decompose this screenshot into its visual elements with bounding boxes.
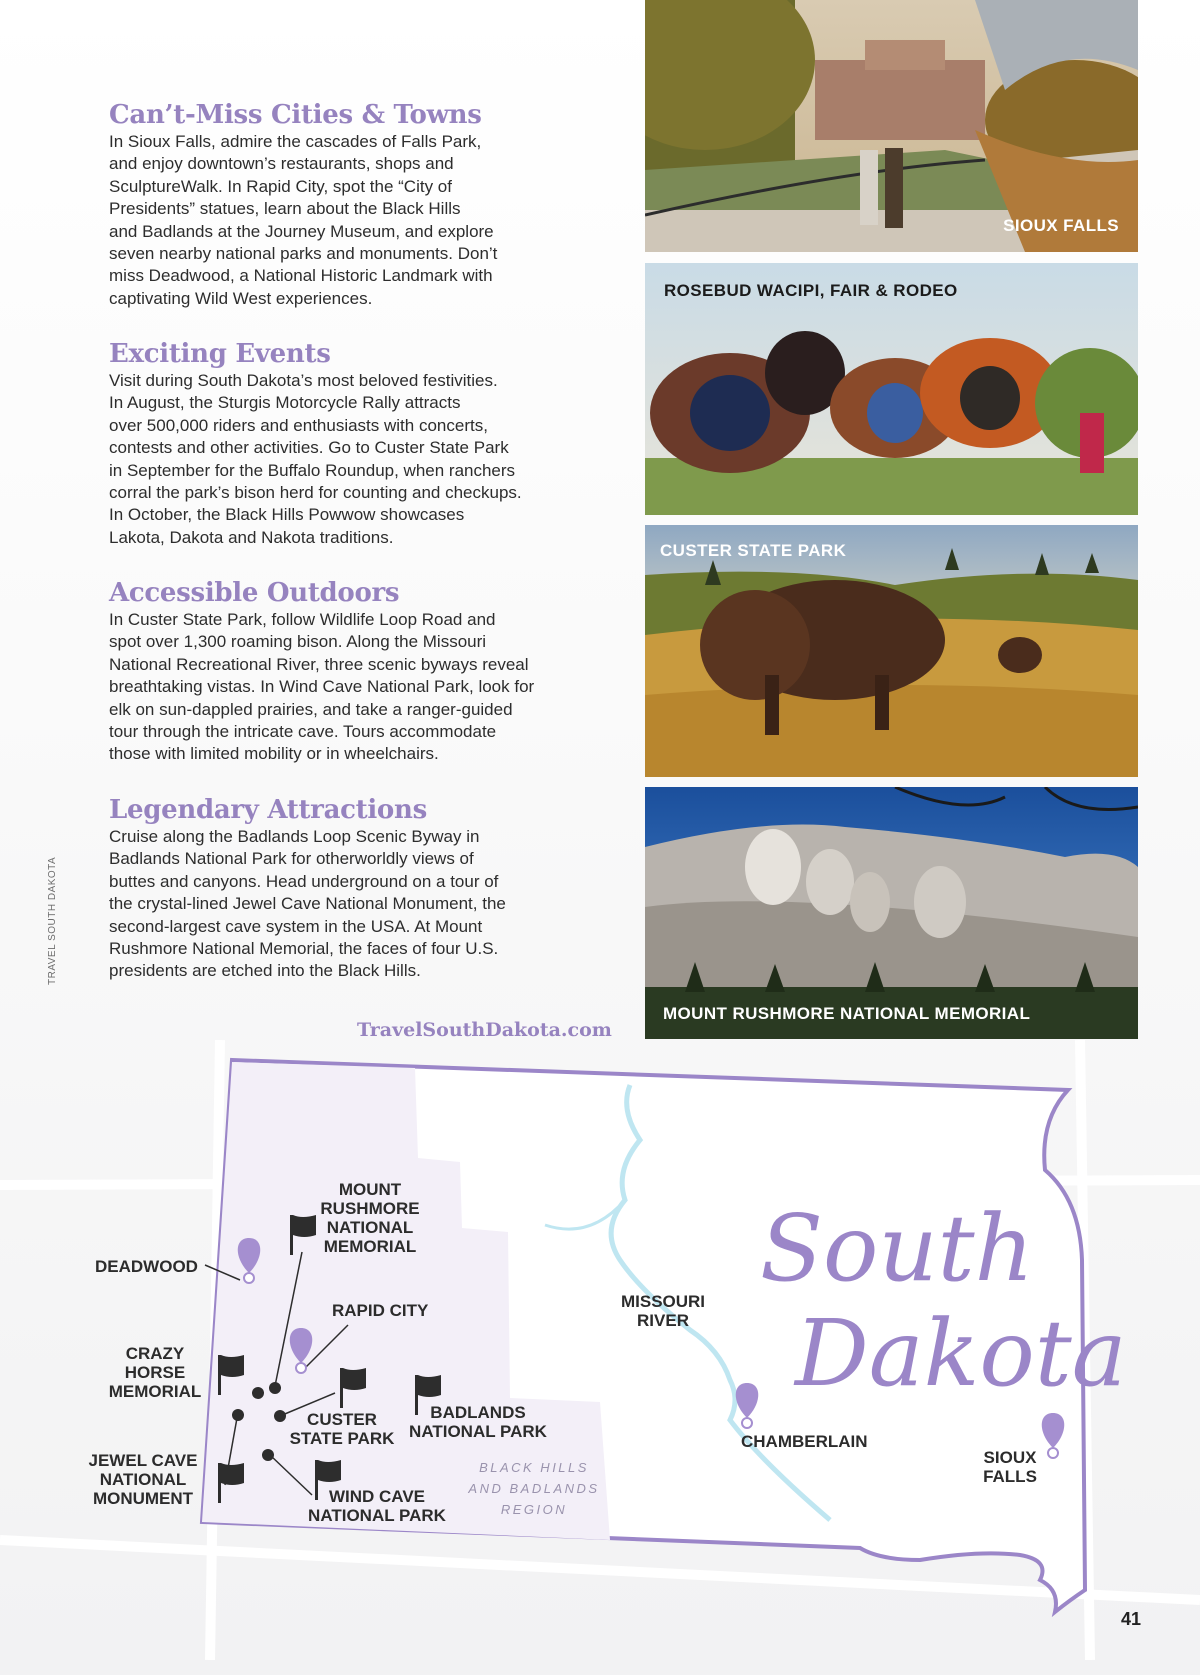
section-heading: Can’t-Miss Cities & Towns bbox=[109, 100, 482, 130]
photo-caption: CUSTER STATE PARK bbox=[660, 541, 847, 560]
south-dakota-map bbox=[0, 1040, 1200, 1660]
label-missouri-river: MISSOURI RIVER bbox=[620, 1292, 706, 1330]
section-events bbox=[109, 338, 569, 549]
photo-caption: SIOUX FALLS bbox=[1003, 216, 1119, 235]
section-cities bbox=[109, 99, 569, 310]
section-body: Cruise along the Badlands Loop Scenic Byway in Badlands National Park for otherworldly views of buttes and canyons. Head underground on a tour of the crystal-lined Jewel Cave National Monument, the second-largest cave system in the USA. At Mount Rushmore National Memorial, the faces of four U.S. presidents are etched into the Black Hills. bbox=[109, 827, 506, 981]
section-heading: Accessible Outdoors bbox=[109, 578, 400, 608]
label-deadwood: DEADWOOD bbox=[95, 1257, 198, 1276]
bison-photo-icon bbox=[645, 525, 1138, 777]
photo-rosebud bbox=[645, 263, 1138, 515]
website-link[interactable]: TravelSouthDakota.com bbox=[357, 1019, 612, 1041]
label-jewel-cave: JEWEL CAVE NATIONAL MONUMENT bbox=[88, 1451, 198, 1508]
section-body: In Sioux Falls, admire the cascades of Falls Park, and enjoy downtown’s restaurants, shops and SculptureWalk. In Rapid City, spot the “City of Presidents” statues, learn about the Black Hills and Badlands at the Journey Museum, and explore seven nearby national parks and monuments. Don’t miss Deadwood, a National Historic Landmark with captivating Wild West experiences. bbox=[109, 132, 498, 308]
map-title-south: South bbox=[760, 1195, 1034, 1302]
label-custer-state-park: CUSTER STATE PARK bbox=[289, 1410, 395, 1448]
sidebar-label: TRAVEL SOUTH DAKOTA bbox=[47, 856, 58, 985]
section-heading: Legendary Attractions bbox=[109, 795, 427, 825]
mount-rushmore-photo-icon bbox=[645, 787, 1138, 1039]
section-heading: Exciting Events bbox=[109, 339, 331, 369]
label-wind-cave: WIND CAVE NATIONAL PARK bbox=[308, 1487, 446, 1525]
photo-caption: MOUNT RUSHMORE NATIONAL MEMORIAL bbox=[663, 1004, 1031, 1023]
photo-sioux-falls bbox=[645, 0, 1138, 252]
label-badlands: BADLANDS NATIONAL PARK bbox=[409, 1403, 547, 1441]
label-rapid-city: RAPID CITY bbox=[332, 1301, 429, 1320]
region-label: BLACK HILLS AND BADLANDS REGION bbox=[468, 1460, 600, 1517]
label-chamberlain: CHAMBERLAIN bbox=[741, 1432, 868, 1451]
label-sioux-falls: SIOUX FALLS bbox=[983, 1448, 1037, 1486]
photo-rushmore bbox=[645, 787, 1138, 1039]
city-photo-icon bbox=[645, 0, 1138, 252]
section-outdoors bbox=[109, 577, 569, 766]
section-body: In Custer State Park, follow Wildlife Loop Road and spot over 1,300 roaming bison. Along the Missouri National Recreational River, three scenic byways reveal breathtaking vistas. In Wind Cave National Park, look for elk on sun-dappled prairies, and take a ranger-guided tour through the intricate cave. Tours accommodate those with limited mobility or in wheelchairs. bbox=[109, 610, 535, 764]
section-attractions bbox=[109, 794, 569, 983]
map-title-dakota: Dakota bbox=[795, 1300, 1127, 1407]
photo-caption: ROSEBUD WACIPI, FAIR & RODEO bbox=[664, 281, 958, 300]
label-mount-rushmore: MOUNT RUSHMORE NATIONAL MEMORIAL bbox=[320, 1180, 420, 1256]
photo-custer bbox=[645, 525, 1138, 777]
page-number: 41 bbox=[1121, 1609, 1142, 1629]
section-body: Visit during South Dakota’s most beloved festivities. In August, the Sturgis Motorcycle Rally attracts over 500,000 riders and enthusiasts with concerts, contests and other activities. Go to Custer State Park in September for the Buffalo Roundup, when ranchers corral the park’s bison herd for counting and checkups. In October, the Black Hills Powwow showcases Lakota, Dakota and Nakota traditions. bbox=[109, 371, 522, 547]
label-crazy-horse: CRAZY HORSE MEMORIAL bbox=[108, 1344, 202, 1401]
